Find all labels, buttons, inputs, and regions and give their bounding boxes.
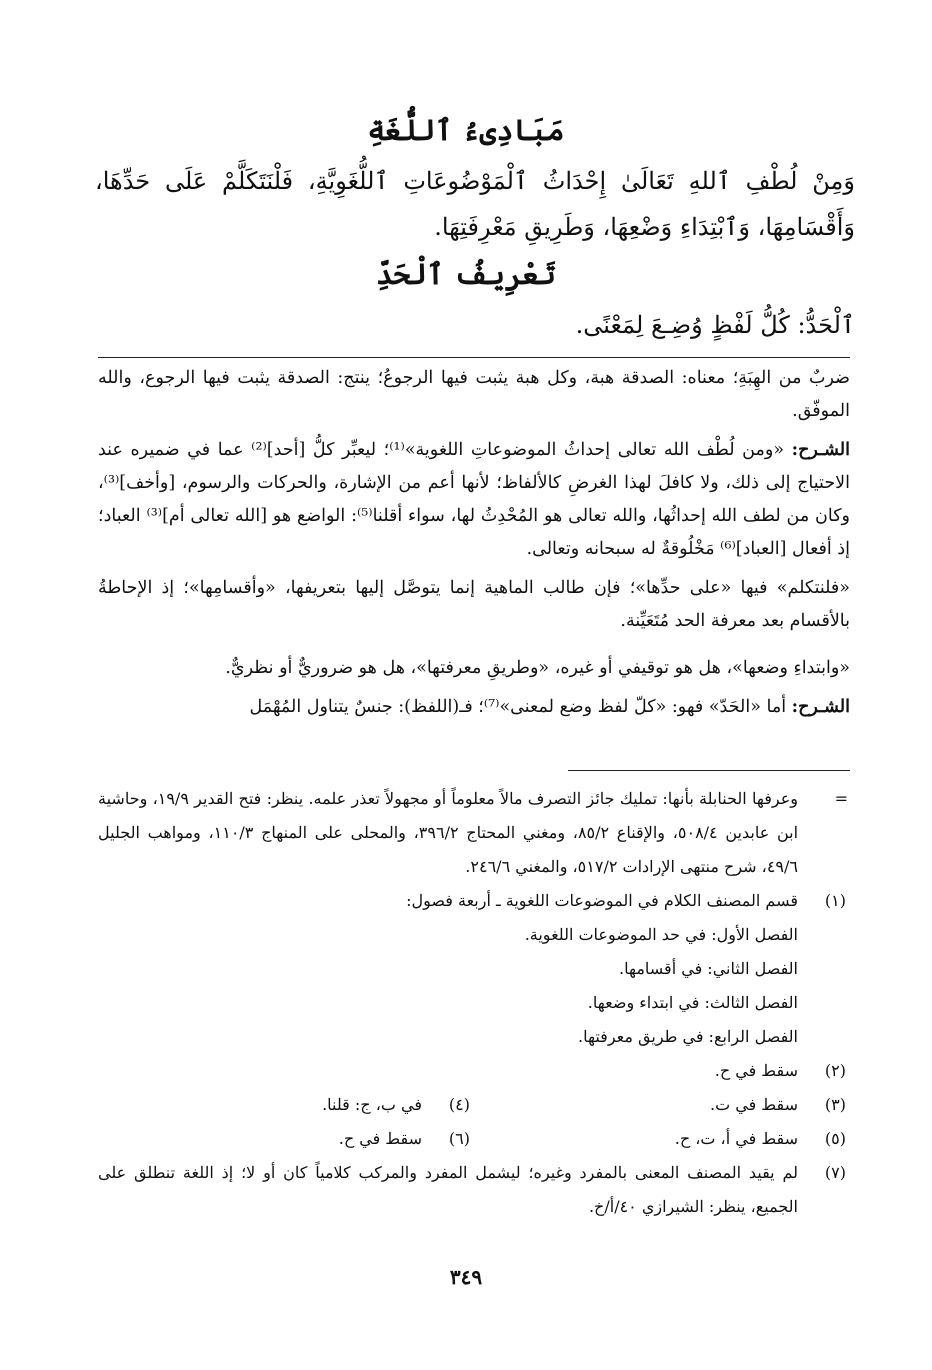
footnote-3 <box>474 1088 850 1122</box>
footnote-5 <box>474 1122 850 1156</box>
footnote-row <box>98 1088 850 1122</box>
footnote-text: سقط في ح. <box>338 1129 422 1148</box>
footnote-text: سقط في ت. <box>710 1095 798 1114</box>
commentary-text: «ومن لُطْف الله تعالى إحداثُ الموضوعاتِ اللغوية»⁽¹⁾؛ ليعبِّر كلُّ [أحد]⁽²⁾ عما في ضميره عند الاحتياج إلى ذلك، ولا كافلَ لهذا الغرضِ كالألفاظ؛ لأنها أعم من الإشارة، والحركات والرسوم، [وأخف]⁽³⁾، وكان من لطف الله إحداثُها، والله تعالى هو المُحْدِثُ لها، سواء أقلنا⁽⁵⁾: الواضع هو [الله تعالى أم]⁽³⁾ العباد؛ إذ أفعال [العباد]⁽⁶⁾ مَخْلُوقةٌ له سبحانه وتعالى. <box>98 440 850 559</box>
footnote-1 <box>98 884 850 1054</box>
commentary-paragraph: «وابتداءِ وضعها»، هل هو توقيفي أو غيره، «وطريقِ معرفتها»، هل هو ضروريٌّ أو نظريٌّ. <box>225 658 850 678</box>
footnote-6 <box>98 1122 474 1156</box>
commentary-paragraph <box>98 691 850 724</box>
top-divider <box>98 357 850 358</box>
footnote-text: لم يقيد المصنف المعنى بالمفرد وغيره؛ ليشمل المفرد والمركب كلامياً كان أو لا؛ إذ اللغة تنطلق على الجميع، ينظر: الشيرازي ٤٠/أ/خ. <box>98 1163 798 1216</box>
footnote-number: (٦) <box>448 1129 470 1148</box>
continuation-mark: = <box>834 789 848 808</box>
footnote-number: (٧) <box>824 1163 846 1182</box>
commentary-paragraph: ضربٌ من الهِبَةِ؛ معناه: الصدقة هبة، وكل هبة يثبت فيها الرجوعُ؛ ينتج: الصدقة يثبت فيها الرجوع، والله الموفّق. <box>98 368 850 421</box>
footnote-subline: الفصل الأول: في حد الموضوعات اللغوية. <box>524 925 798 944</box>
footnote-text: قسم المصنف الكلام في الموضوعات اللغوية ـ أربعة فصول: <box>406 891 798 910</box>
page-number: ٣٤٩ <box>449 1265 483 1289</box>
footnotes <box>98 782 850 1224</box>
section-heading: مَبَادِىءُ ٱللُّغَةِ <box>367 113 565 147</box>
footnote-text: في ب، ج: قلنا. <box>322 1095 422 1114</box>
definition-heading: تَعْرِيفُ ٱلْحَدِّ <box>375 257 557 291</box>
footnote-number: (١) <box>824 891 846 910</box>
footnote-2 <box>98 1054 850 1088</box>
footnote-continuation <box>98 782 850 884</box>
footnote-number: (٣) <box>824 1095 846 1114</box>
commentary-paragraph <box>98 434 850 566</box>
footnote-4 <box>98 1088 474 1122</box>
matn-paragraph: وَمِنْ لُطْفِ ٱللهِ تَعَالَىٰ إِحْدَاثُ ٱلْمَوْضُوعَاتِ ٱللُّغَوِيَّةِ، فَلْنَتَكَلَّمْ عَلَى حَدِّهَا، وَأَقْسَامِهَا، وَٱبْتِدَاءِ وَضْعِهَا، وَطَرِيقِ مَعْرِفَتِهَا. <box>95 167 856 241</box>
commentary-paragraph: «فلنتكلم» فيها «على حدِّها»؛ فإن طالب الماهية إنما يتوصَّل إليها بتعريفها، «وأقسامِها»؛ إذ الإحاطةُ بالأقسام بعد معرفة الحد مُتَعَيِّنة. <box>98 578 850 631</box>
footnote-divider <box>568 770 850 771</box>
footnote-subline: الفصل الرابع: في طريق معرفتها. <box>578 1027 798 1046</box>
footnote-number: (٤) <box>448 1095 470 1114</box>
commentary-text: أما «الحَدّ» فهو: «كلّ لفظ وضع لمعنى»⁽⁷⁾؛ فـ(اللفظ): جنسٌ يتناول المُهْمَل <box>249 697 787 717</box>
sharh-label: الشـرح: <box>791 440 850 460</box>
footnote-7 <box>98 1156 850 1224</box>
footnote-text: وعرفها الحنابلة بأنها: تمليك جائز التصرف مالاً معلوماً أو مجهولاً تعذر علمه. ينظر: فتح القدير ١٩/٩، وحاشية ابن عابدين ٥٠٨/٤، والإقناع ٨٥/٢، ومغني المحتاج ٣٩٦/٢، والمحلى على المنهاج ١١٠/٣، ومواهب الجليل ٤٩/٦، شرح منتهى الإرادات ٥١٧/٢، والمغني ٢٤٦/٦. <box>98 789 799 876</box>
footnote-number: (٢) <box>824 1061 846 1080</box>
commentary <box>98 362 850 724</box>
footnote-text: سقط في ح. <box>714 1061 798 1080</box>
footnote-number: (٥) <box>824 1129 846 1148</box>
sharh-label: الشـرح: <box>791 697 850 717</box>
footnote-row <box>98 1122 850 1156</box>
matn-definition: ٱلْحَدُّ: كُلُّ لَفْظٍ وُضِـعَ لِمَعْنًى. <box>575 311 855 339</box>
footnote-subline: الفصل الثالث: في ابتداء وضعها. <box>587 993 798 1012</box>
footnote-text: سقط في أ، ت، ح. <box>674 1129 798 1148</box>
footnote-subline: الفصل الثاني: في أقسامها. <box>619 959 798 978</box>
